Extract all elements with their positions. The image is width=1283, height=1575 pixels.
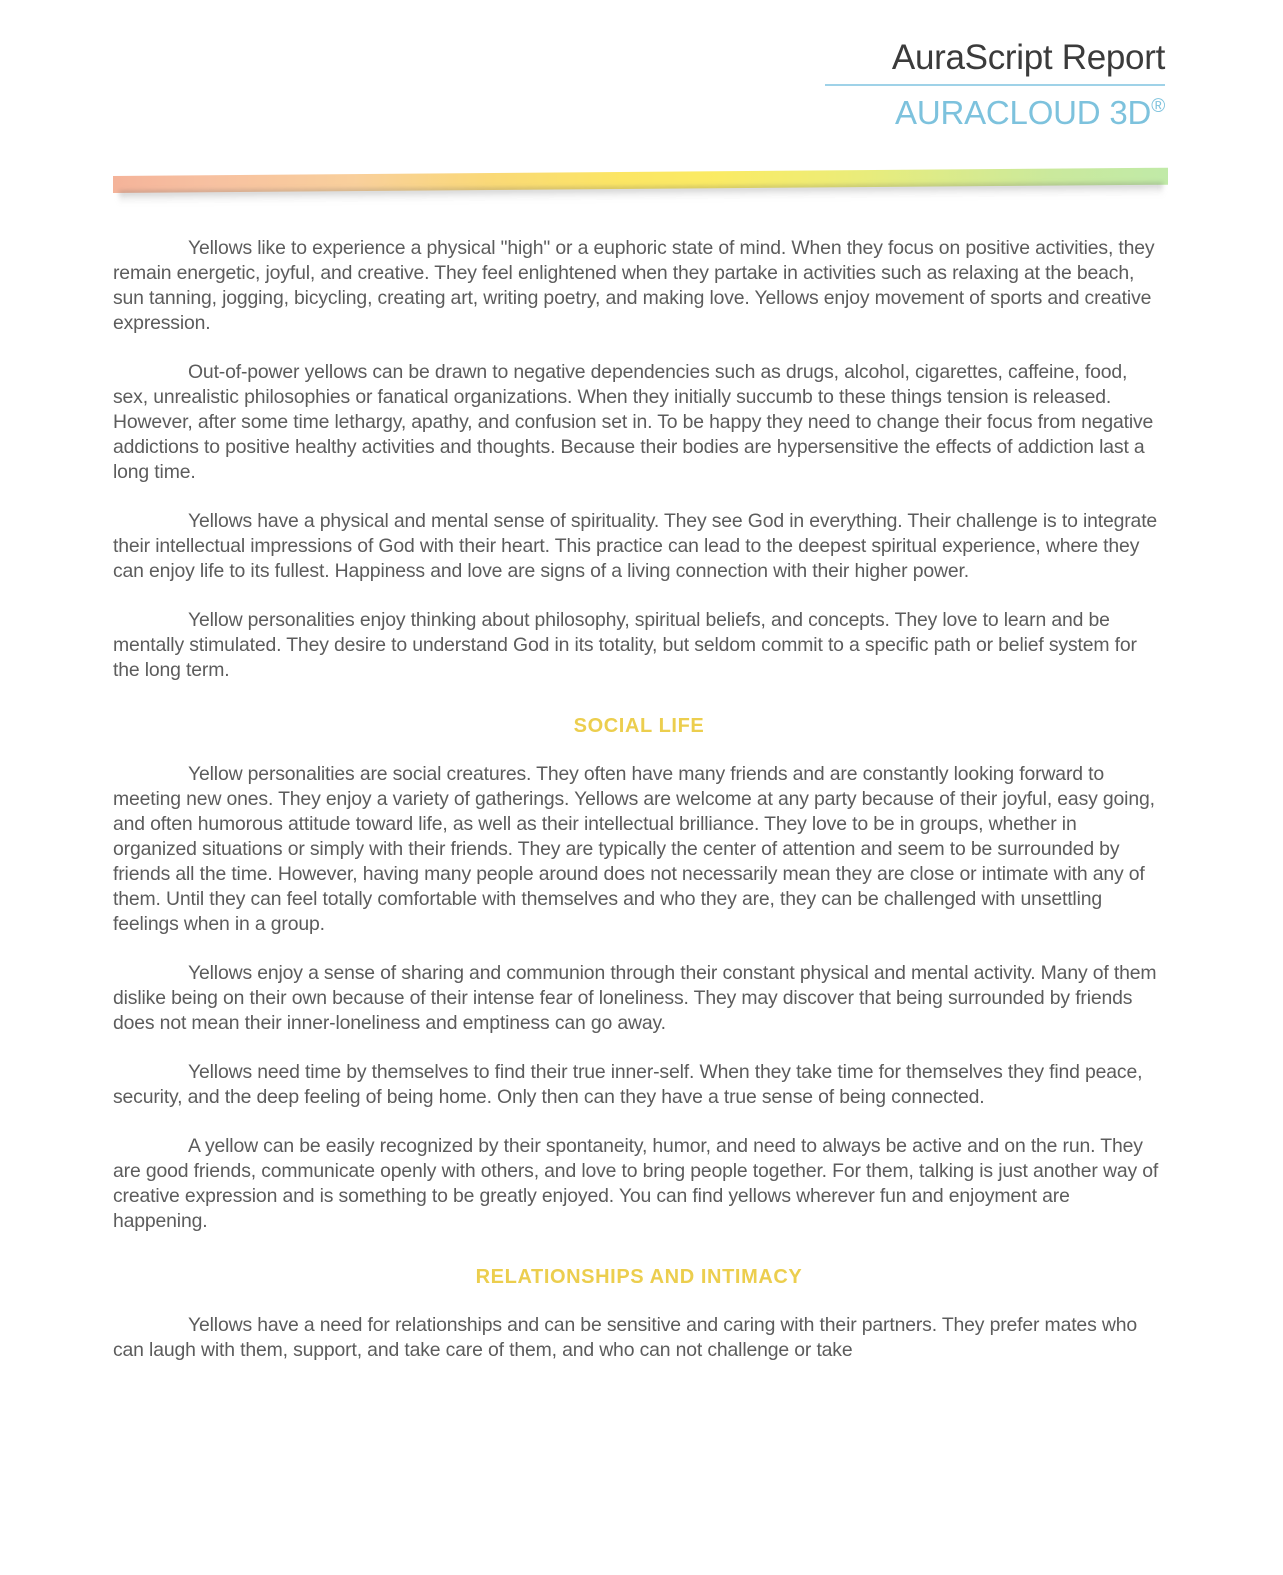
body-paragraph: A yellow can be easily recognized by their spontaneity, humor, and need to always be active and on the run. They are good friends, communicate openly with others, and love to bring people together. For them, talking is just another way of creative expression and is something to be greatly enjoyed. You can find yellows wherever fun and enjoyment are happening.: [113, 1135, 1159, 1232]
body-paragraph: Out-of-power yellows can be drawn to negative dependencies such as drugs, alcohol, cigarettes, caffeine, food, sex, unrealistic philosophies or fanatical organizations. When they initially succumb to these things tension is released. However, after some time lethargy, apathy, and confusion set in. To be happy they need to change their focus from negative addictions to positive healthy activities and thoughts. Because their bodies are hypersensitive the effects of addiction last a long time.: [113, 361, 1154, 483]
page-title: AuraScript Report: [891, 38, 1165, 77]
registered-trademark-icon: ®: [1151, 96, 1165, 117]
document-body: [113, 236, 1165, 1387]
body-paragraph: Yellows need time by themselves to find their true inner-self. When they take time for themselves they find peace, security, and the deep feeling of being home. Only then can they have a true sense of being connected.: [113, 1061, 1143, 1108]
brand-name: [825, 93, 1165, 133]
body-paragraph: Yellows enjoy a sense of sharing and communion through their constant physical and mental activity. Many of them dislike being on their own because of their intense fear of loneliness. They may discover that being surrounded by friends does not mean their inner-loneliness and emptiness can go away.: [113, 962, 1157, 1034]
body-paragraph: Yellows like to experience a physical "high" or a euphoric state of mind. When they focus on positive activities, they remain energetic, joyful, and creative. They feel enlightened when they partake in activities such as relaxing at the beach, sun tanning, jogging, bicycling, creating art, writing poetry, and making love. Yellows enjoy movement of sports and creative expression.: [113, 237, 1155, 334]
body-paragraph: Yellows have a physical and mental sense of spirituality. They see God in everything. Their challenge is to integrate their intellectual impressions of God with their heart. This practice can lead to the deepest spiritual experience, where they can enjoy life to its fullest. Happiness and love are signs of a living connection with their higher power.: [113, 510, 1158, 582]
section-heading: RELATIONSHIPS AND INTIMACY: [475, 1266, 803, 1288]
aura-gradient-rule: [113, 176, 1168, 210]
body-paragraph: Yellow personalities are social creatures. They often have many friends and are constantly looking forward to meeting new ones. They enjoy a variety of gatherings. Yellows are welcome at any party because of their joyful, easy going, and often humorous attitude toward life, as well as their intellectual brilliance. They love to be in groups, whether in organized situations or simply with their friends. They are typically the center of attention and seem to be surrounded by friends all the time. However, having many people around does not necessarily mean they are close or intimate with any of them. Until they can feel totally comfortable with themselves and who they are, they can be challenged with unsettling feelings when in a group.: [113, 763, 1155, 935]
body-paragraph: Yellows have a need for relationships and can be sensitive and caring with their partners. They prefer mates who can laugh with them, support, and take care of them, and who can not challenge or take: [113, 1314, 1137, 1361]
brand-label: AURACLOUD 3D: [895, 94, 1152, 131]
section-heading: SOCIAL LIFE: [573, 715, 705, 737]
body-paragraph: Yellow personalities enjoy thinking about philosophy, spiritual beliefs, and concepts. They love to learn and be mentally stimulated. They desire to understand God in its totality, but seldom commit to a specific path or belief system for the long term.: [113, 609, 1137, 681]
report-header: [825, 36, 1165, 133]
header-divider: [825, 84, 1165, 86]
